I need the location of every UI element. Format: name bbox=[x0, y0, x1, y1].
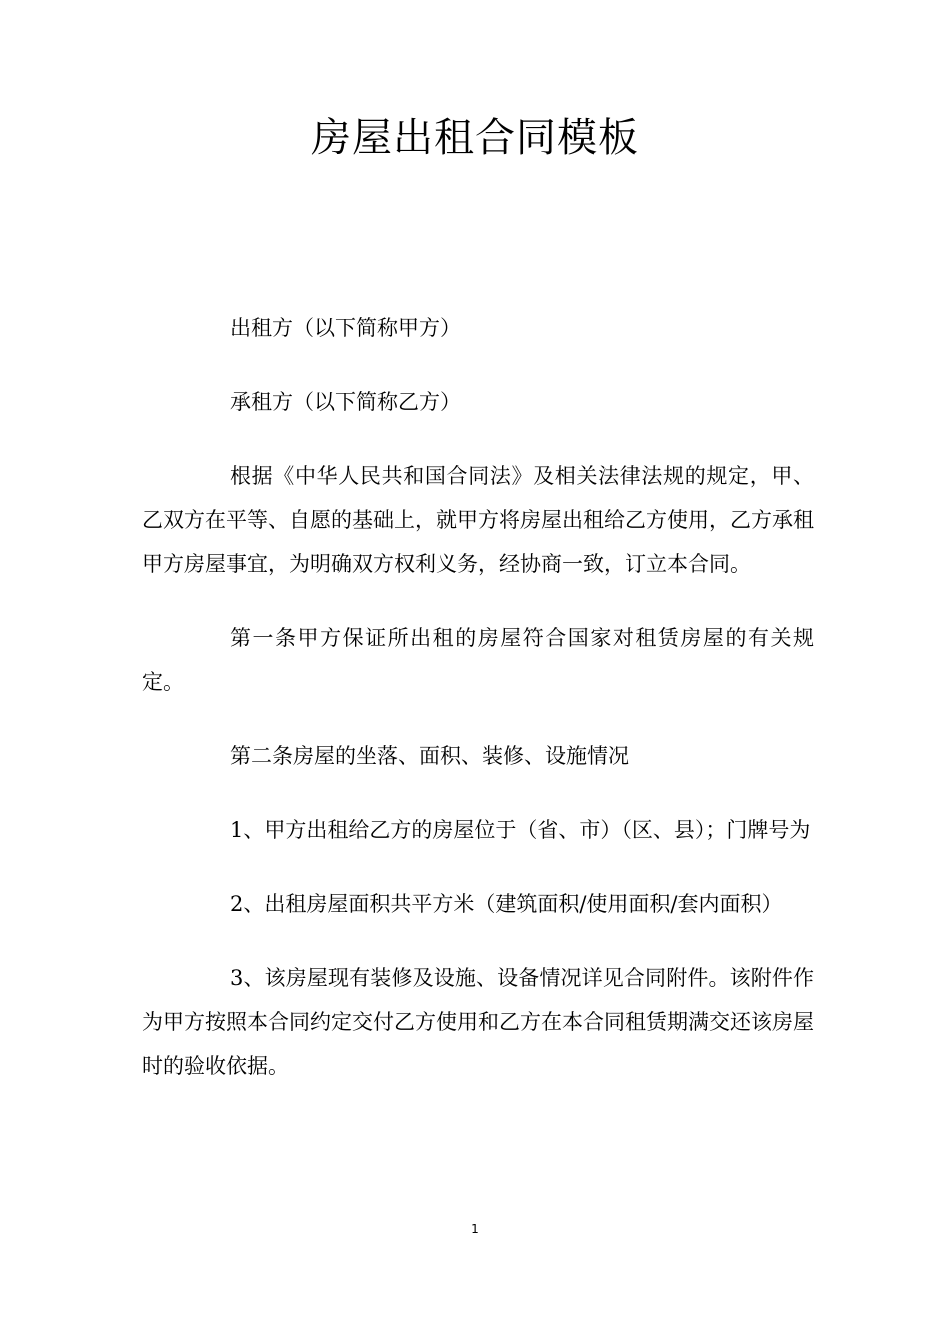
paragraph-article-1: 第一条甲方保证所出租的房屋符合国家对租赁房屋的有关规定。 bbox=[142, 626, 814, 694]
document-body bbox=[142, 306, 814, 1118]
paragraph-article-2: 第二条房屋的坐落、面积、装修、设施情况 bbox=[230, 744, 629, 768]
paragraph-clause-3: 3、该房屋现有装修及设施、设备情况详见合同附件。该附件作为甲方按照本合同约定交付乙方使用和乙方在本合同租赁期满交还该房屋时的验收依据。 bbox=[142, 966, 814, 1078]
paragraph-preamble: 根据《中华人民共和国合同法》及相关法律法规的规定，甲、乙双方在平等、自愿的基础上，就甲方将房屋出租给乙方使用，乙方承租甲方房屋事宜，为明确双方权利义务，经协商一致，订立本合同。 bbox=[142, 464, 814, 576]
paragraph-lessor: 出租方（以下简称甲方） bbox=[230, 316, 461, 340]
paragraph-clause-2: 2、出租房屋面积共平方米（建筑面积/使用面积/套内面积） bbox=[230, 892, 783, 916]
page-number: 1 bbox=[471, 1222, 479, 1236]
paragraph-lessee: 承租方（以下简称乙方） bbox=[230, 390, 461, 414]
document-title: 房屋出租合同模板 bbox=[311, 115, 639, 161]
paragraph-clause-1: 1、甲方出租给乙方的房屋位于（省、市）（区、县）；门牌号为 bbox=[230, 818, 811, 842]
